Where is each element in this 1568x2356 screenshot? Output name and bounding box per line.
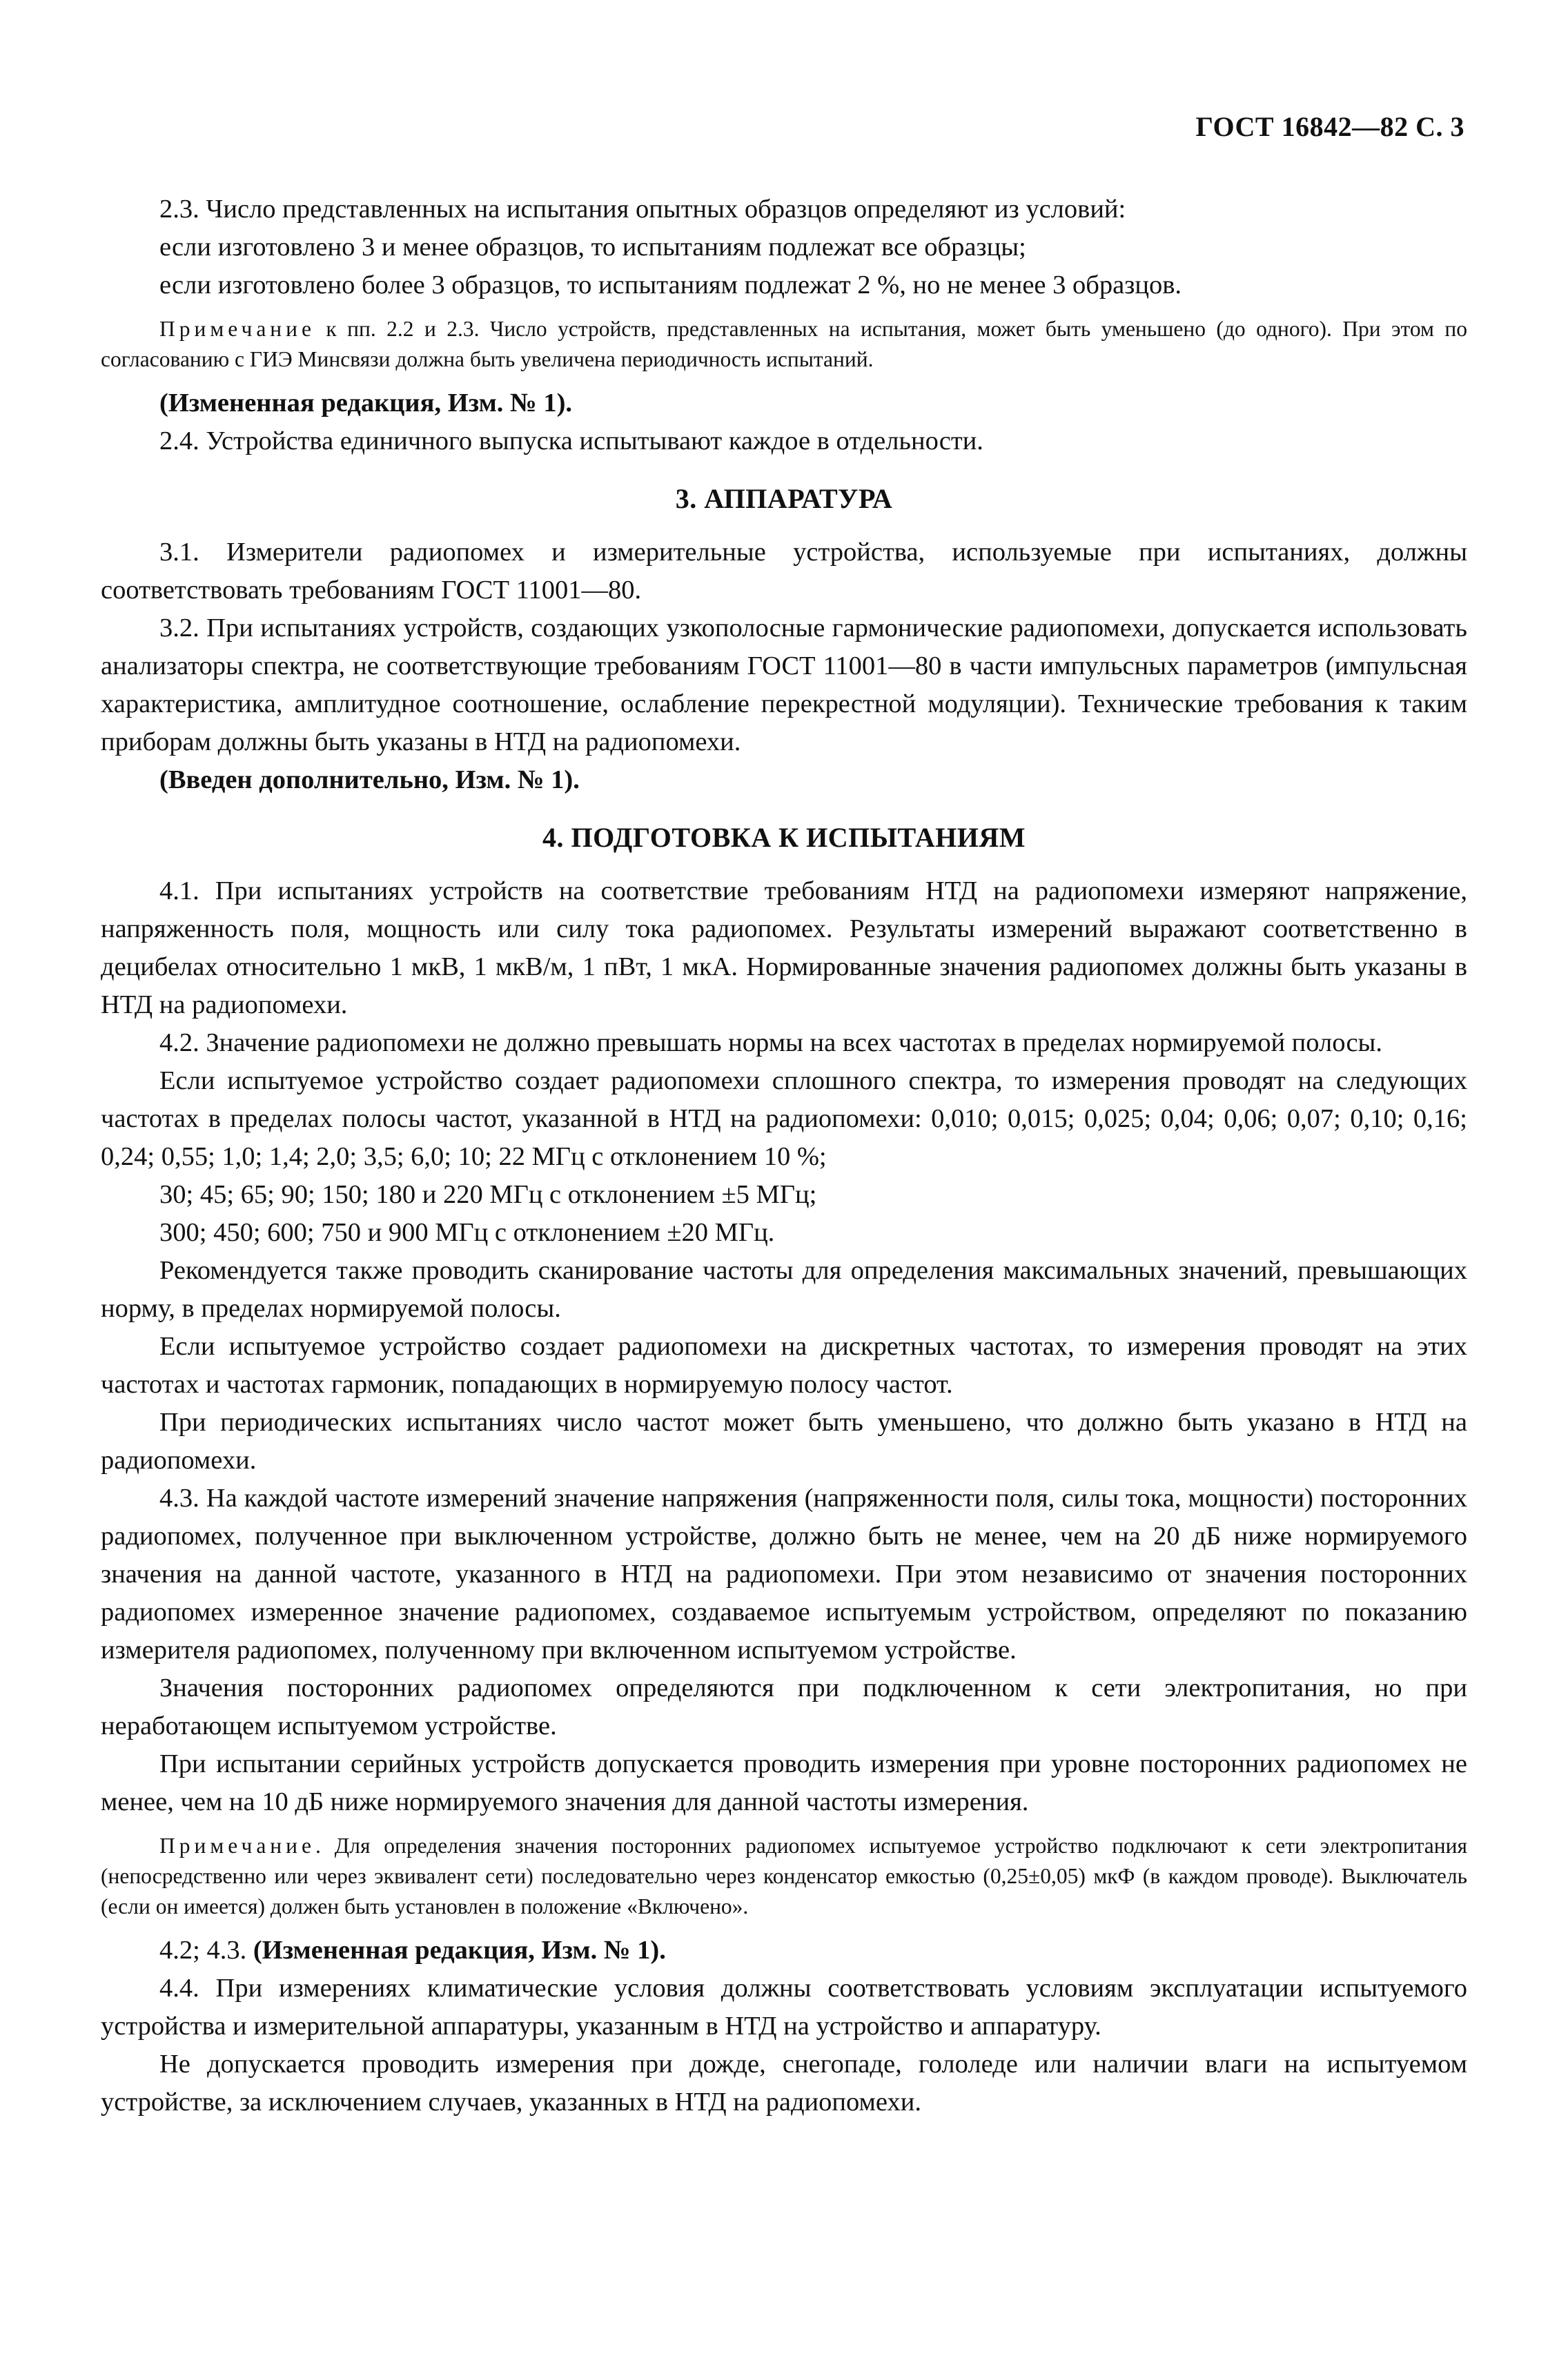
amendment-text: (Измененная редакция, Изм. № 1). [253,1936,666,1965]
clause-4-3: 4.3. На каждой частоте измерений значение напряжения (напряженности поля, силы тока, мощности) посторонних радиопомех, полученное при выключенном устройстве, должно быть не менее, чем на 20 дБ ниже нормируемого значения на данной частоте, указанного в НТД на радиопомехи. При этом независимо от значения посторонних радиопомех измеренное значение радиопомех, создаваемое испытуемым устройством, определяют по показанию измерителя радиопомех, полученному при включенном испытуемом устройстве. [101,1484,1467,1665]
frequency-list-2: 30; 45; 65; 90; 150; 180 и 220 МГц с отклонением ±5 МГц; [159,1180,817,1209]
clause-4-2: 4.2. Значение радиопомехи не должно превышать нормы на всех частотах в пределах нормируемой полосы. [159,1028,1383,1057]
clause-4-1: 4.1. При испытаниях устройств на соответствие требованиям НТД на радиопомехи измеряют напряжение, напряженность поля, мощность или силу тока радиопомех. Результаты измерений выражают соответственно в децибелах относительно 1 мкВ, 1 мкВ/м, 1 пВт, 1 мкА. Нормированные значения радиопомех должны быть указаны в НТД на радиопомехи. [101,876,1467,1019]
serial-devices: При испытании серийных устройств допускается проводить измерения при уровне посторонних радиопомех не менее, чем на 10 дБ ниже нормируемого значения для данной частоты измерения. [101,1749,1467,1816]
scan-recommendation: Рекомендуется также проводить сканирование частоты для определения максимальных значений, превышающих норму, в пределах нормируемой полосы. [101,1256,1467,1323]
clause-2-3-condition-1: если изготовлено 3 и менее образцов, то испытаниям подлежат все образцы; [159,233,1026,262]
section-4-heading: 4. ПОДГОТОВКА К ИСПЫТАНИЯМ [542,822,1026,853]
note-2-2-2-3 [101,314,1467,375]
note-label: Примечание [159,1834,316,1858]
clause-2-3-condition-2: если изготовлено более 3 образцов, то испытаниям подлежат 2 %, но не менее 3 образцов. [159,271,1182,300]
amendment-note-3: (Введен дополнительно, Изм. № 1). [159,765,580,794]
weather-restriction: Не допускается проводить измерения при дожде, снегопаде, гололеде или наличии влаги на испытуемом устройстве, за исключением случаев, указанных в НТД на радиопомехи. [101,2050,1467,2117]
note-4-3 [101,1831,1467,1922]
note-text: . Для определения значения посторонних радиопомех испытуемое устройство подключают к сети электропитания (непосредственно или через эквивалент сети) последовательно через конденсатор емкостью (0,25±0,05) мкФ (в каждом проводе). Выключатель (если он имеется) должен быть установлен в положение «Включено». [101,1834,1467,1918]
discrete-frequencies: Если испытуемое устройство создает радиопомехи на дискретных частотах, то измерения проводят на этих частотах и частотах гармоник, попадающих в нормируемую полосу частот. [101,1332,1467,1399]
page-header: ГОСТ 16842—82 С. 3 [1195,111,1464,142]
note-label: Примечание [159,317,316,341]
clause-4-2-frequencies: Если испытуемое устройство создает радиопомехи сплошного спектра, то измерения проводят на следующих частотах в пределах полосы частот, указанной в НТД на радиопомехи: 0,010; 0,015; 0,025; 0,04; 0,06; 0,07; 0,10; 0,16; 0,24; 0,55; 1,0; 1,4; 2,0; 3,5; 6,0; 10; 22 МГц с отклонением 10 %; [101,1066,1467,1171]
amendment-note-4 [101,1932,1467,1970]
clause-2-4: 2.4. Устройства единичного выпуска испытывают каждое в отдельности. [159,426,983,455]
document-body [101,190,1467,2121]
frequency-list-3: 300; 450; 600; 750 и 900 МГц с отклонением ±20 МГц. [159,1218,775,1247]
clause-2-3-lead: 2.3. Число представленных на испытания опытных образцов определяют из условий: [159,195,1126,224]
section-3-heading: 3. АППАРАТУРА [675,483,893,514]
note-text: к пп. 2.2 и 2.3. Число устройств, представленных на испытания, может быть уменьшено (до одного). При этом по согласованию с ГИЭ Минсвязи должна быть увеличена периодичность испытаний. [101,317,1467,371]
periodic-tests: При периодических испытаниях число частот может быть уменьшено, что должно быть указано в НТД на радиопомехи. [101,1408,1467,1475]
clause-4-4: 4.4. При измерениях климатические условия должны соответствовать условиям эксплуатации испытуемого устройства и измерительной аппаратуры, указанным в НТД на устройство и аппаратуру. [101,1974,1467,2041]
clause-3-2: 3.2. При испытаниях устройств, создающих узкополосные гармонические радиопомехи, допускается использовать анализаторы спектра, не соответствующие требованиям ГОСТ 11001—80 в части импульсных параметров (импульсная характеристика, амплитудное соотношение, ослабление перекрестной модуляции). Технические требования к таким приборам должны быть указаны в НТД на радиопомехи. [101,613,1467,756]
clause-3-1: 3.1. Измерители радиопомех и измерительные устройства, используемые при испытаниях, должны соответствовать требованиям ГОСТ 11001—80. [101,538,1467,605]
extraneous-interference: Значения посторонних радиопомех определяются при подключенном к сети электропитания, но при неработающем испытуемом устройстве. [101,1673,1467,1740]
amendment-prefix: 4.2; 4.3. [159,1936,253,1965]
amendment-note-2: (Измененная редакция, Изм. № 1). [159,389,573,418]
